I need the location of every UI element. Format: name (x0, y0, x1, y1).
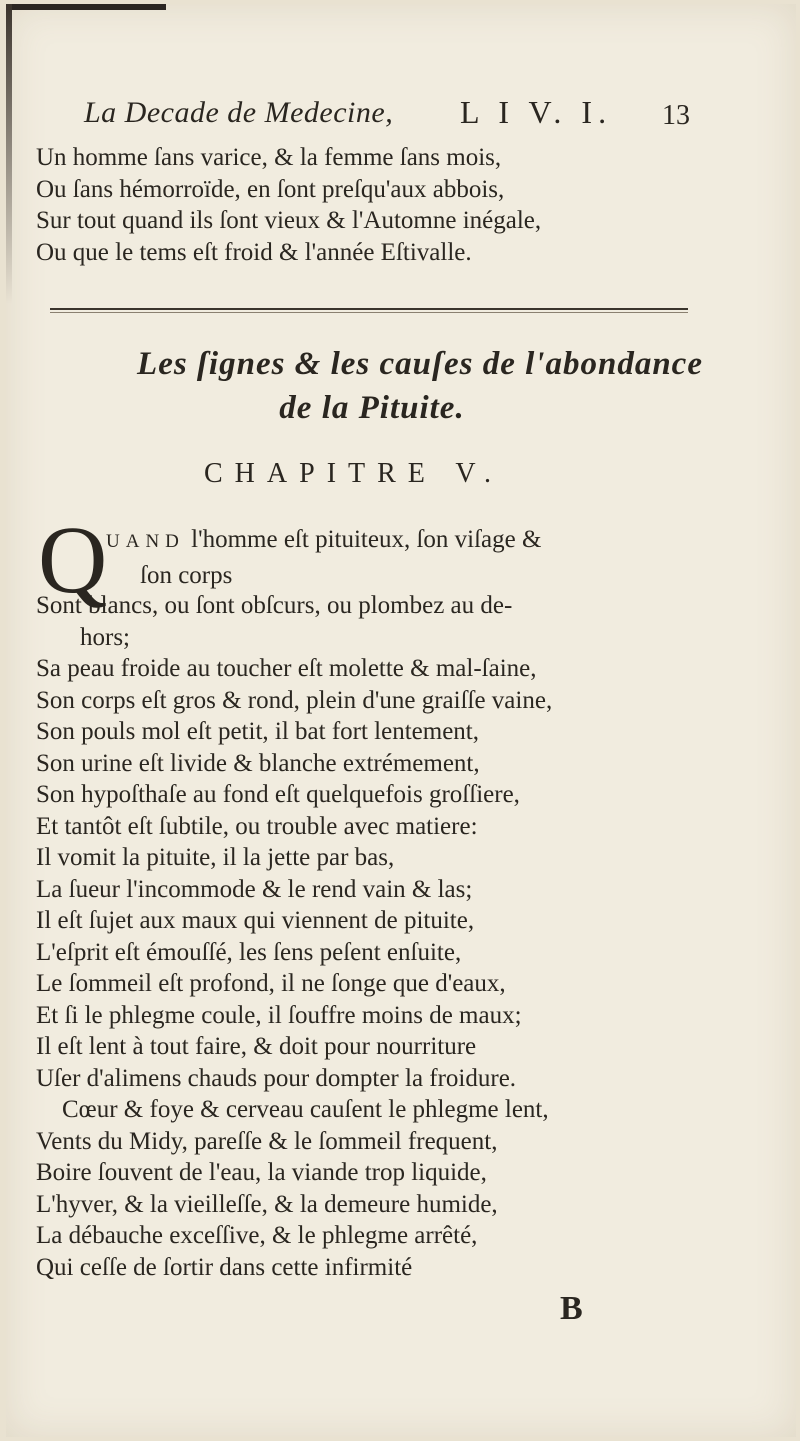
opening-second-line: ſon corps (140, 562, 233, 589)
section-heading-line2: de la Pituite. (279, 390, 465, 426)
drop-cap: Q (38, 506, 108, 613)
verse-line: Son pouls mol eſt petit, il bat fort lentement, (36, 718, 479, 745)
book-label: L I V. I. (460, 94, 613, 130)
verse-line: hors; (80, 623, 130, 651)
verse-line: Sur tout quand ils ſont vieux & l'Automne inégale, (36, 207, 542, 234)
section-heading-line1: Les ſignes & les cauſes de l'abondance (137, 346, 703, 382)
verse-line: Son hypoſthaſe au fond eſt quelquefois groſſiere, (36, 781, 520, 808)
section-divider (50, 308, 688, 310)
page-top-shadow (6, 4, 166, 10)
page-left-shadow (6, 4, 12, 304)
verse-line: Il eſt ſujet aux maux qui viennent de pituite, (36, 907, 475, 934)
verse-line: La débauche exceſſive, & le phlegme arrêté, (36, 1222, 478, 1249)
opening-smallcaps: UAND (106, 531, 185, 552)
verse-line: Sont blancs, ou ſont obſcurs, ou plombez au de- (36, 592, 513, 619)
verse-line: Un homme ſans varice, & la femme ſans mois, (36, 144, 502, 171)
verse-line: Il eſt lent à tout faire, & doit pour nourriture (36, 1033, 477, 1060)
page-header (0, 90, 800, 140)
verse-line: Ou que le tems eſt froid & l'année Eſtivalle. (36, 238, 472, 266)
verse-line: Ou ſans hémorroïde, en ſont preſqu'aux abbois, (36, 175, 505, 203)
chapter-title: CHAPITRE V. (204, 458, 504, 489)
verse-line: Son urine eſt livide & blanche extrémement, (36, 749, 480, 777)
verse-line: Boire ſouvent de l'eau, la viande trop liquide, (36, 1159, 487, 1186)
signature-mark: B (560, 1290, 583, 1327)
verse-line: Cœur & foye & cerveau cauſent le phlegme lent, (62, 1096, 549, 1123)
verse-line: La ſueur l'incommode & le rend vain & las; (36, 875, 473, 903)
verse-line: Le ſommeil eſt profond, il ne ſonge que d'eaux, (36, 970, 506, 997)
verse-line: Il vomit la pituite, il la jette par bas, (36, 844, 395, 871)
verse-line: Vents du Midy, pareſſe & le ſommeil frequent, (36, 1127, 498, 1155)
verse-line: Son corps eſt gros & rond, plein d'une graiſſe vaine, (36, 686, 553, 714)
section-divider-thin (50, 312, 688, 313)
chapter-verse (36, 590, 552, 1283)
verse-line: Sa peau froide au toucher eſt molette & mal-ſaine, (36, 655, 537, 682)
opening-line-text: l'homme eſt pituiteux, ſon viſage & (184, 526, 542, 553)
verse-line: Qui ceſſe de ſortir dans cette infirmité (36, 1253, 413, 1281)
opening-line (106, 524, 541, 558)
top-verse (36, 142, 541, 268)
verse-line: L'hyver, & la vieilleſſe, & la demeure humide, (36, 1190, 498, 1218)
verse-line: Et ſi le phlegme coule, il ſouffre moins de maux; (36, 1001, 522, 1029)
verse-line: Et tantôt eſt ſubtile, ou trouble avec matiere: (36, 812, 478, 840)
verse-line: L'eſprit eſt émouſſé, les ſens peſent enſuite, (36, 938, 462, 966)
page-number: 13 (662, 100, 690, 131)
running-title: La Decade de Medecine, (84, 96, 394, 129)
verse-line: Uſer d'alimens chauds pour dompter la froidure. (36, 1064, 517, 1092)
